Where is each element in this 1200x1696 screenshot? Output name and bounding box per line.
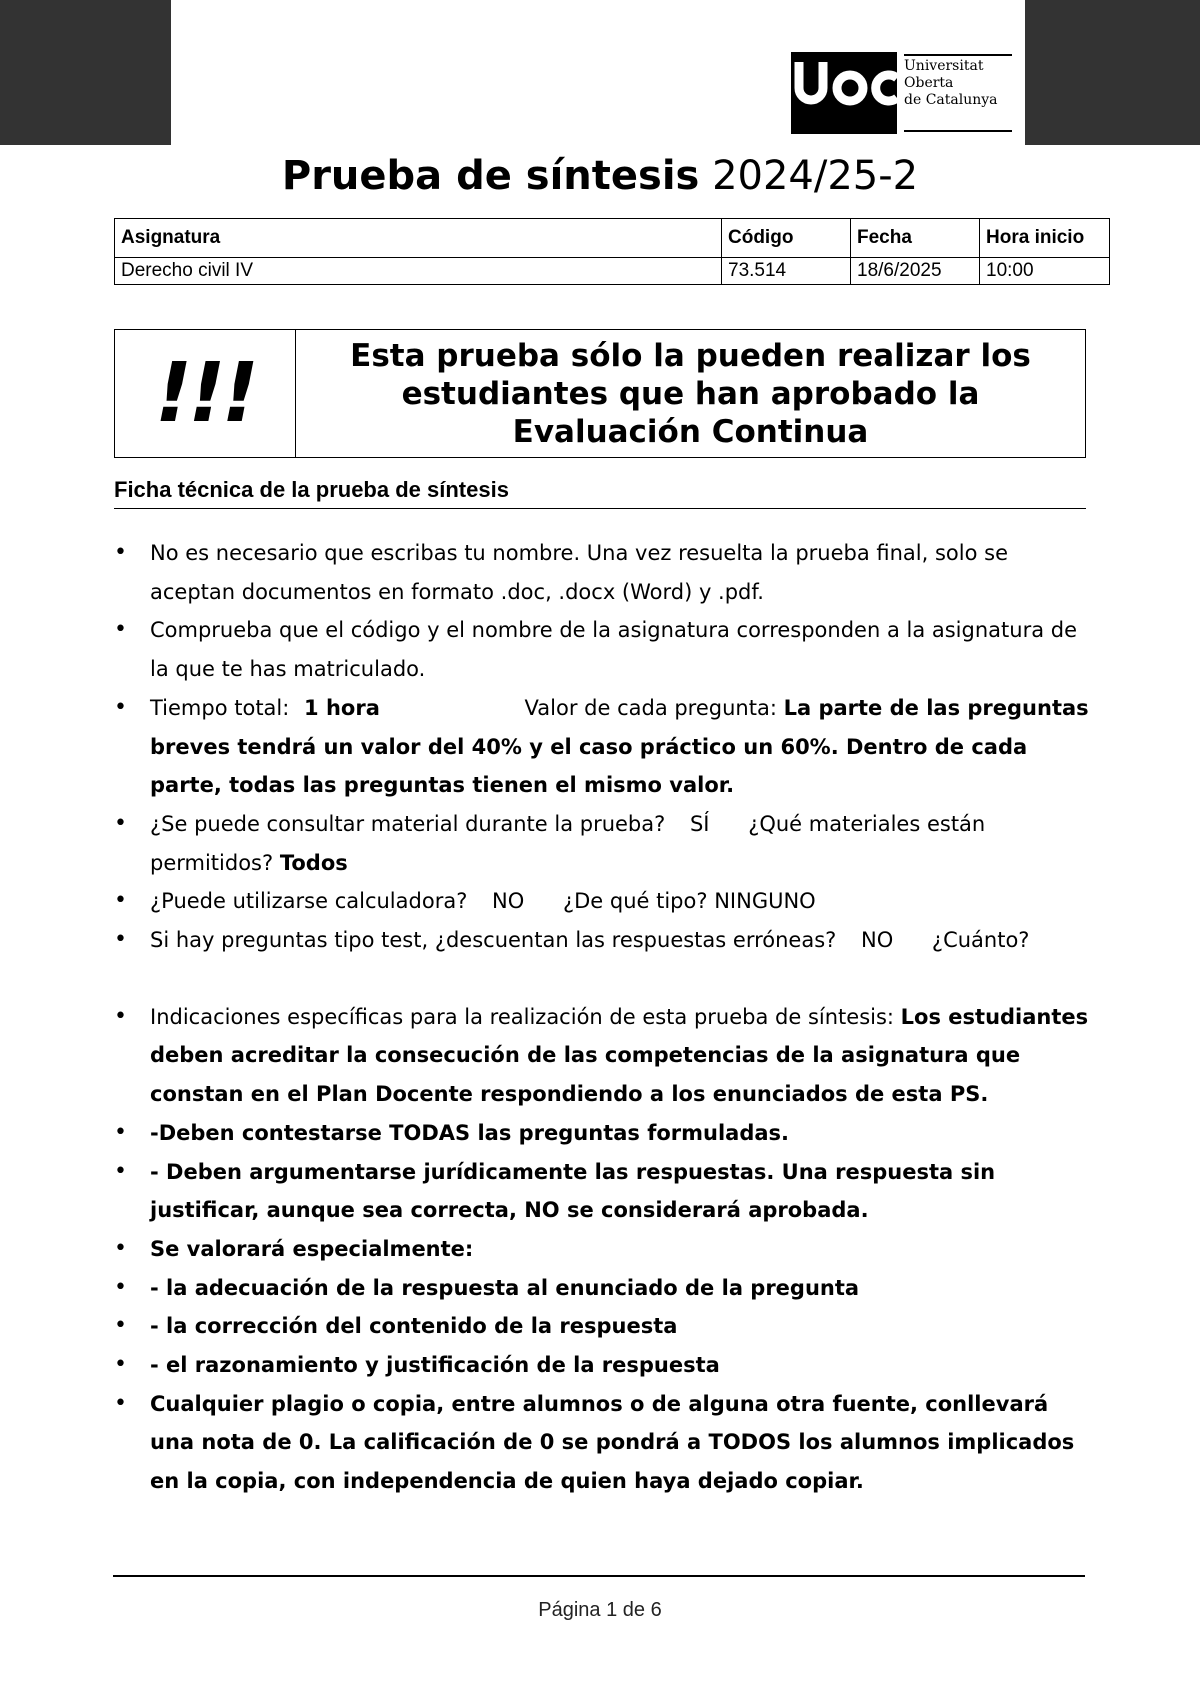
question-calculator: ¿Puede utilizarse calculadora? [150,889,468,914]
list-item [114,805,1094,882]
uoc-logo-mark [791,52,897,134]
list-item [114,1230,1094,1269]
bullet-icon: • [114,540,127,565]
bullet-icon: • [114,1274,127,1300]
list-item [114,998,1094,1114]
list-item [114,611,1094,688]
list-item [114,921,1094,960]
header-codigo: Código [722,219,851,258]
list-item [114,1269,1094,1308]
item-text: - la adecuación de la respuesta al enunciado de la pregunta [150,1275,860,1300]
logo-line-2: Oberta [904,75,954,91]
cell-hora-inicio: 10:00 [980,258,1110,285]
bullet-icon: • [114,1313,127,1339]
list-item [114,1153,1094,1230]
item-text: No es necesario que escribas tu nombre. Una vez resuelta la prueba final, solo se aceptan documentos en formato .doc, .docx (Word) y .pdf. [150,541,1008,604]
item-text: Comprueba que el código y el nombre de la asignatura corresponden a la asignatura de la que te has matriculado. [150,618,1077,682]
item-text: - la corrección del contenido de la respuesta [150,1314,678,1339]
logo-line-1: Universitat [904,58,984,74]
item-text: Cualquier plagio o copia, entre alumnos o de alguna otra fuente, conllevará una nota de 0. La calificación de 0 se pondrá a TODOS los alumnos implicados en la copia, con independencia de quien haya dejado copiar. [150,1391,1075,1494]
footer-divider [113,1575,1085,1577]
header-dark-block-right [1025,0,1200,145]
header-asignatura: Asignatura [115,219,722,258]
bullet-icon: • [114,810,127,836]
item-text: Se valorará especialmente: [150,1236,474,1261]
bullet-icon: • [114,694,127,720]
header-hora-inicio: Hora inicio [980,219,1110,258]
subject-info-table [114,218,1110,285]
title-bold: Prueba de síntesis [281,153,700,199]
bullet-icon: • [114,927,127,953]
bullet-icon: • [114,617,127,643]
answer-calculator: NO [492,889,525,914]
question-calculator-type: ¿De qué tipo? [562,889,708,914]
list-item [114,1307,1094,1346]
bullet-icon: • [114,1235,127,1261]
warning-exclamation-icon: !!! [115,330,296,457]
question-test: Si hay preguntas tipo test, ¿descuentan las respuestas erróneas? [150,928,837,953]
list-item [114,534,1094,611]
value-label: Valor de cada pregunta: [524,695,777,720]
cell-asignatura: Derecho civil IV [115,258,722,285]
answer-material: SÍ [689,811,710,836]
header-dark-block-left [0,0,171,145]
cell-codigo: 73.514 [722,258,851,285]
bullet-icon: • [114,1158,127,1184]
warning-box [114,329,1086,458]
table-row [115,258,1110,285]
page-title [0,150,1200,202]
question-material: ¿Se puede consultar material durante la prueba? [150,811,666,836]
list-item [114,1385,1094,1501]
technical-sheet-list [114,534,1094,1501]
logo-rule-top [904,54,1012,56]
question-which-materials: ¿Qué materiales están permitidos? [150,811,986,875]
answer-which-materials: Todos [279,850,348,875]
bullet-icon: • [114,1352,127,1378]
cell-fecha: 18/6/2025 [851,258,980,285]
list-item [114,1346,1094,1385]
logo-rule-bottom [904,130,1012,132]
item-text: - el razonamiento y justificación de la respuesta [150,1353,720,1378]
answer-test: NO [860,928,894,953]
section-title: Ficha técnica de la prueba de síntesis [114,477,1086,509]
answer-calculator-type: NINGUNO [714,889,816,914]
bullet-icon: • [114,888,127,914]
item-text: - Deben argumentarse jurídicamente las respuestas. Una respuesta sin justificar, aunque sea correcta, NO se considerará aprobada. [150,1159,996,1223]
header-fecha: Fecha [851,219,980,258]
question-how-much: ¿Cuánto? [931,928,1030,953]
title-period: 2024/25-2 [712,153,919,199]
item-text: -Deben contestarse TODAS las preguntas formuladas. [150,1120,790,1145]
indications-text: Los estudiantes deben acreditar la consecución de las competencias de la asignatura que constan en el Plan Docente respondiendo a los enunciados de esta PS. [150,1004,1089,1107]
bullet-icon: • [114,1003,127,1029]
list-item [114,1114,1094,1153]
logo-text [904,58,998,109]
logo-line-3: de Catalunya [904,92,998,108]
indications-label: Indicaciones específicas para la realización de esta prueba de síntesis: [150,1004,894,1029]
list-item [114,689,1094,805]
page-number: Página 1 de 6 [538,1599,662,1621]
table-header-row [115,219,1110,258]
uoc-logo [791,52,1012,134]
value-text: La parte de las preguntas breves tendrá un valor del 40% y el caso práctico un 60%. Dentro de cada parte, todas las preguntas tienen el mismo valor. [150,695,1089,798]
bullet-icon: • [114,1119,127,1145]
list-item [114,882,1094,921]
bullet-icon: • [114,1390,127,1416]
time-value: 1 hora [304,695,380,720]
warning-text: Esta prueba sólo la pueden realizar los estudiantes que han aprobado la Evaluación Continua [350,337,1031,450]
time-label: Tiempo total: [150,695,290,720]
